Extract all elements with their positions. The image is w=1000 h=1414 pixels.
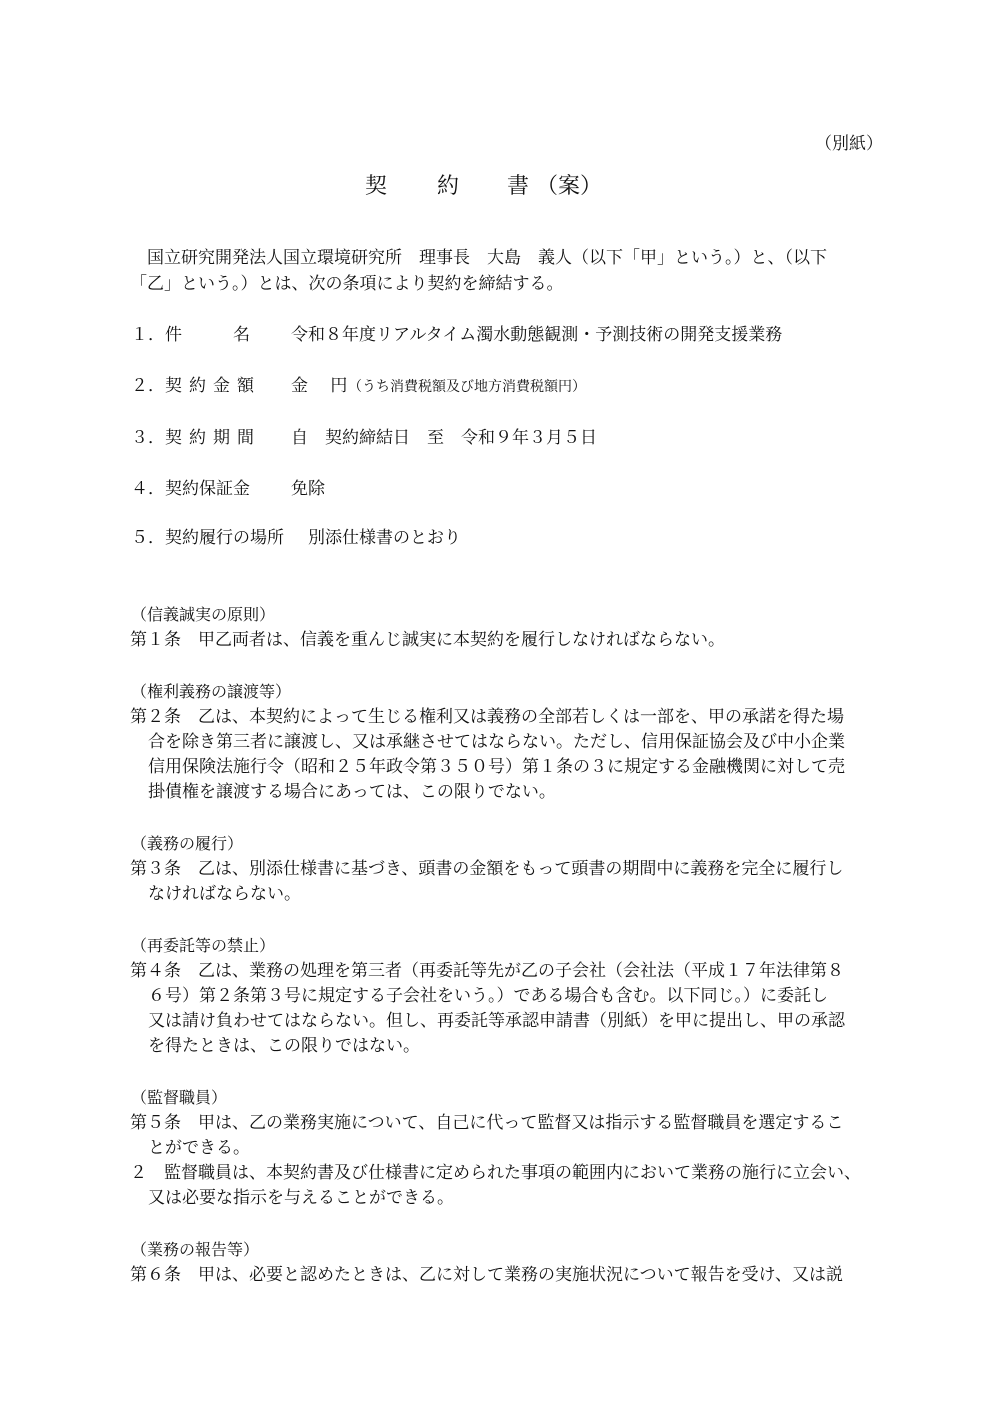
article-line: 又は必要な指示を与えることができる。	[148, 1188, 454, 1208]
attachment-label: （別紙）	[815, 134, 883, 154]
document-title-char-3: 書	[507, 174, 530, 199]
article-line: 合を除き第三者に譲渡し、又は承継させてはならない。ただし、信用保証協会及び中小企業	[148, 732, 845, 752]
article-line: 掛債権を譲渡する場合にあっては、この限りでない。	[148, 782, 556, 802]
item-value: 令和８年度リアルタイム濁水動態観測・予測技術の開発支援業務	[291, 325, 783, 345]
item-label: 契約金額	[165, 376, 261, 396]
item-number: ５．	[131, 528, 165, 548]
article-heading: （監督職員）	[131, 1088, 228, 1107]
item-label: 契約期間	[165, 428, 261, 448]
article-line: 信用保険法施行令（昭和２５年政令第３５０号）第１条の３に規定する金融機関に対して売	[148, 757, 845, 777]
article-heading: （権利義務の譲渡等）	[131, 682, 292, 701]
article-heading: （義務の履行）	[131, 834, 244, 853]
item-value: 金 円	[291, 376, 348, 396]
item-label: 契約保証金	[165, 479, 250, 499]
item-number: ２．	[131, 376, 165, 396]
article-line: とができる。	[148, 1138, 250, 1158]
article-heading: （再委託等の禁止）	[131, 936, 276, 955]
item-value: 別添仕様書のとおり	[308, 528, 461, 548]
article-line: 第１条 甲乙両者は、信義を重んじ誠実に本契約を履行しなければならない。	[130, 630, 725, 650]
article-line: 第４条 乙は、業務の処理を第三者（再委託等先が乙の子会社（会社法（平成１７年法律第８	[130, 961, 844, 981]
document-title-char-2: 約	[437, 174, 460, 199]
article-line: 第３条 乙は、別添仕様書に基づき、頭書の金額をもって頭書の期間中に義務を完全に履行し	[130, 859, 844, 879]
item-label: 件 名	[165, 325, 250, 345]
item-number: ３．	[131, 428, 165, 448]
item-note: （うち消費税額及び地方消費税額円）	[348, 379, 586, 395]
article-line: ２ 監督職員は、本契約書及び仕様書に定められた事項の範囲内において業務の施行に立会い、	[130, 1163, 861, 1183]
article-line: 又は請け負わせてはならない。但し、再委託等承認申請書（別紙）を甲に提出し、甲の承認	[148, 1011, 845, 1031]
article-line: 第６条 甲は、必要と認めたときは、乙に対して業務の実施状況について報告を受け、又は説	[130, 1265, 843, 1285]
article-line: ６号）第２条第３号に規定する子会社をいう。）である場合も含む。以下同じ。）に委託し	[148, 986, 828, 1006]
article-line: を得たときは、この限りではない。	[148, 1036, 420, 1056]
article-heading: （業務の報告等）	[131, 1240, 260, 1259]
article-line: 第５条 甲は、乙の業務実施について、自己に代って監督又は指示する監督職員を選定するこ	[130, 1113, 844, 1133]
intro-line-1: 国立研究開発法人国立環境研究所 理事長 大島 義人（以下「甲」という。）と、（以下	[147, 248, 827, 268]
article-line: 第２条 乙は、本契約によって生じる権利又は義務の全部若しくは一部を、甲の承諾を得た場	[130, 707, 844, 727]
item-value: 免除	[291, 479, 325, 499]
item-label: 契約履行の場所	[165, 528, 284, 548]
intro-line-2: 「乙」という。）とは、次の条項により契約を締結する。	[130, 274, 564, 294]
document-title-draft: （案）	[536, 174, 603, 199]
document-title-char-1: 契	[365, 174, 388, 199]
article-heading: （信義誠実の原則）	[131, 605, 276, 624]
article-line: なければならない。	[148, 884, 301, 904]
item-number: １．	[131, 325, 165, 345]
item-number: ４．	[131, 479, 165, 499]
item-value: 自 契約締結日 至 令和９年３月５日	[291, 428, 597, 448]
